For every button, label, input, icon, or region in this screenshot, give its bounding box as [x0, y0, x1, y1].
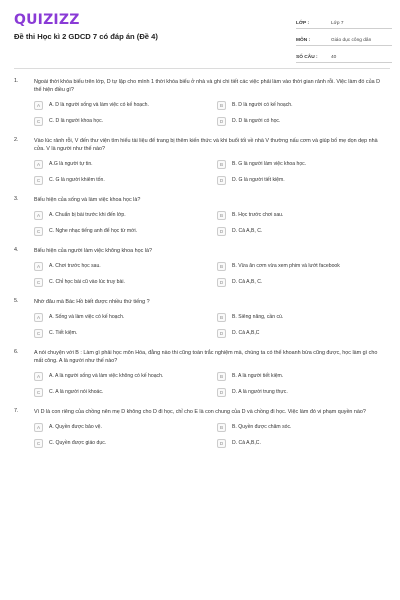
- option-letter-badge: D: [217, 388, 226, 397]
- answer-option-d[interactable]: [217, 225, 383, 237]
- option-letter-badge: D: [217, 439, 226, 448]
- option-letter-badge: A: [34, 160, 43, 169]
- answer-grid: [34, 158, 384, 186]
- answer-text: A. Chuẩn bị bài trước khi đến lớp.: [49, 212, 126, 218]
- answer-text: A. Quyền được bảo vệ.: [49, 424, 102, 430]
- answer-text: D. Cả A,B, C.: [232, 228, 263, 234]
- answer-text: C. Nghe nhạc tiếng anh để học từ mới.: [49, 228, 138, 234]
- answer-text: B. Học trước chơi sau.: [232, 212, 284, 218]
- answer-text: B. Quyền được chăm sóc.: [232, 424, 292, 430]
- answer-option-d[interactable]: [217, 437, 383, 449]
- answer-option-a[interactable]: [34, 260, 217, 272]
- answer-option-b[interactable]: [217, 370, 383, 382]
- question-item: [0, 298, 400, 339]
- question-text: Ngoài thời khóa biểu trên lớp, D tự lập cho mình 1 thời khóa biểu ở nhà và ghi chi tiết các việc phải làm vào thời gian rảnh rỗi. Việc làm đó của D thể hiện điều gì?: [34, 79, 381, 93]
- answer-option-d[interactable]: [217, 327, 383, 339]
- answer-option-a[interactable]: [34, 158, 217, 170]
- answer-option-d[interactable]: [217, 174, 383, 186]
- question-text: Vào lúc rảnh rỗi, V đến thư viện tìm hiểu tài liệu để trang bị thêm kiến thức và khi buổi tối về nhà V thường nấu cơm và giúp bố mẹ dọn dẹp nhà cửa. V là người như thế nào?: [34, 138, 378, 152]
- meta-value: Lớp 7: [331, 21, 344, 26]
- question-text: Nhờ đâu mà Bác Hồ biết được nhiều thứ tiếng ?: [34, 299, 150, 305]
- meta-value: 40: [331, 55, 337, 60]
- option-letter-badge: B: [217, 423, 226, 432]
- option-letter-badge: C: [34, 388, 43, 397]
- question-number: 5.: [14, 298, 19, 304]
- answer-option-c[interactable]: [34, 276, 217, 288]
- question-list: [0, 78, 400, 459]
- option-letter-badge: C: [34, 278, 43, 287]
- answer-text: D. G là người tiết kiệm.: [232, 177, 285, 183]
- answer-text: B. G là người làm việc khoa học.: [232, 161, 307, 167]
- question-item: [0, 196, 400, 237]
- option-letter-badge: C: [34, 117, 43, 126]
- answer-option-b[interactable]: [217, 209, 383, 221]
- answer-text: D. Cả A,B,C.: [232, 440, 261, 446]
- answer-option-b[interactable]: [217, 260, 383, 272]
- quizizz-logo: QUIZIZZ: [14, 12, 80, 28]
- question-text: Vì D là con riêng của chồng nên mẹ D không cho D đi học, chỉ cho E là con chung của D và chồng đi học. Việc làm đó vi phạm quyền nào?: [34, 409, 366, 415]
- answer-text: C. Quyền được giáo dục.: [49, 440, 107, 446]
- meta-key: LỚP :: [296, 21, 310, 26]
- option-letter-badge: D: [217, 278, 226, 287]
- answer-text: A. A là người sống và làm việc không có kế hoạch.: [49, 373, 164, 379]
- answer-grid: [34, 370, 384, 398]
- option-letter-badge: C: [34, 329, 43, 338]
- answer-text: C. D là người khoa học.: [49, 118, 104, 124]
- option-letter-badge: D: [217, 117, 226, 126]
- question-item: [0, 349, 400, 398]
- option-letter-badge: D: [217, 176, 226, 185]
- answer-text: A. D là người sống và làm việc có kế hoạch.: [49, 102, 149, 108]
- answer-option-b[interactable]: [217, 421, 383, 433]
- answer-text: B. D là người có kế hoạch.: [232, 102, 293, 108]
- answer-option-a[interactable]: [34, 99, 217, 111]
- document-title: Đề thi Học kì 2 GDCD 7 có đáp án (Đề 4): [14, 32, 158, 41]
- meta-panel: [296, 14, 392, 65]
- option-letter-badge: B: [217, 160, 226, 169]
- answer-grid: [34, 421, 384, 449]
- answer-text: A.G là người tự tin.: [49, 161, 93, 167]
- question-number: 7.: [14, 408, 19, 414]
- answer-text: D. A là người trung thực.: [232, 389, 288, 395]
- answer-text: A. Sống và làm việc có kế hoạch.: [49, 314, 125, 320]
- answer-text: B. A là người tiết kiệm.: [232, 373, 284, 379]
- meta-row-subject: [296, 31, 392, 46]
- option-letter-badge: C: [34, 176, 43, 185]
- answer-option-d[interactable]: [217, 276, 383, 288]
- option-letter-badge: A: [34, 423, 43, 432]
- answer-text: C. Tiết kiệm.: [49, 330, 78, 336]
- option-letter-badge: D: [217, 227, 226, 236]
- option-letter-badge: B: [217, 211, 226, 220]
- option-letter-badge: A: [34, 372, 43, 381]
- answer-grid: [34, 311, 384, 339]
- answer-option-a[interactable]: [34, 421, 217, 433]
- question-item: [0, 247, 400, 288]
- answer-text: A. Chơi trước học sau.: [49, 263, 101, 269]
- answer-text: B. Siêng năng, cần cù.: [232, 314, 284, 320]
- answer-option-c[interactable]: [34, 115, 217, 127]
- question-text: Biểu hiện của người làm việc không khoa học là?: [34, 248, 153, 254]
- option-letter-badge: A: [34, 313, 43, 322]
- answer-option-a[interactable]: [34, 370, 217, 382]
- answer-option-b[interactable]: [217, 311, 383, 323]
- question-number: 6.: [14, 349, 19, 355]
- meta-row-question-count: [296, 48, 392, 63]
- question-number: 2.: [14, 137, 19, 143]
- answer-text: B. Vừa ăn cơm vừa xem phim và lướt facebook: [232, 263, 340, 269]
- question-number: 4.: [14, 247, 19, 253]
- answer-text: C. A là người nói khoác.: [49, 389, 104, 395]
- answer-option-a[interactable]: [34, 311, 217, 323]
- option-letter-badge: A: [34, 101, 43, 110]
- answer-option-c[interactable]: [34, 174, 217, 186]
- answer-grid: [34, 260, 384, 288]
- meta-row-class: [296, 14, 392, 29]
- question-item: [0, 78, 400, 127]
- answer-option-d[interactable]: [217, 386, 383, 398]
- answer-option-a[interactable]: [34, 209, 217, 221]
- answer-text: D. D là người có học.: [232, 118, 281, 124]
- answer-option-c[interactable]: [34, 327, 217, 339]
- option-letter-badge: A: [34, 262, 43, 271]
- answer-option-b[interactable]: [217, 99, 383, 111]
- option-letter-badge: B: [217, 262, 226, 271]
- option-letter-badge: B: [217, 101, 226, 110]
- answer-text: D. Cả A,B, C.: [232, 279, 263, 285]
- meta-key: SỐ CÂU :: [296, 55, 318, 60]
- answer-option-c[interactable]: [34, 225, 217, 237]
- answer-option-c[interactable]: [34, 437, 217, 449]
- meta-key: MÔN :: [296, 38, 311, 43]
- option-letter-badge: B: [217, 313, 226, 322]
- option-letter-badge: C: [34, 227, 43, 236]
- question-number: 3.: [14, 196, 19, 202]
- option-letter-badge: B: [217, 372, 226, 381]
- option-letter-badge: A: [34, 211, 43, 220]
- answer-option-d[interactable]: [217, 115, 383, 127]
- answer-option-c[interactable]: [34, 386, 217, 398]
- answer-grid: [34, 99, 384, 127]
- answer-grid: [34, 209, 384, 237]
- option-letter-badge: D: [217, 329, 226, 338]
- question-text: Biểu hiện của sống và làm việc khoa học là?: [34, 197, 141, 203]
- option-letter-badge: C: [34, 439, 43, 448]
- answer-option-b[interactable]: [217, 158, 383, 170]
- meta-value: Giáo dục công dân: [331, 38, 372, 43]
- question-item: [0, 408, 400, 449]
- question-text: A nói chuyện với B : Làm gì phải học môn Hóa, đằng nào thi cũng toàn trắc nghiệm mà, chúng ta có thể khoanh bừa cũng được, học làm gì cho mất công. A là người như thế nào?: [34, 350, 378, 364]
- question-number: 1.: [14, 78, 19, 84]
- answer-text: C. G là người khiêm tốn.: [49, 177, 105, 183]
- answer-text: C. Chỉ học bài cũ vào lúc truy bài.: [49, 279, 125, 285]
- question-item: [0, 137, 400, 186]
- answer-text: D. Cả A,B,C: [232, 330, 260, 336]
- header-divider: [14, 68, 390, 69]
